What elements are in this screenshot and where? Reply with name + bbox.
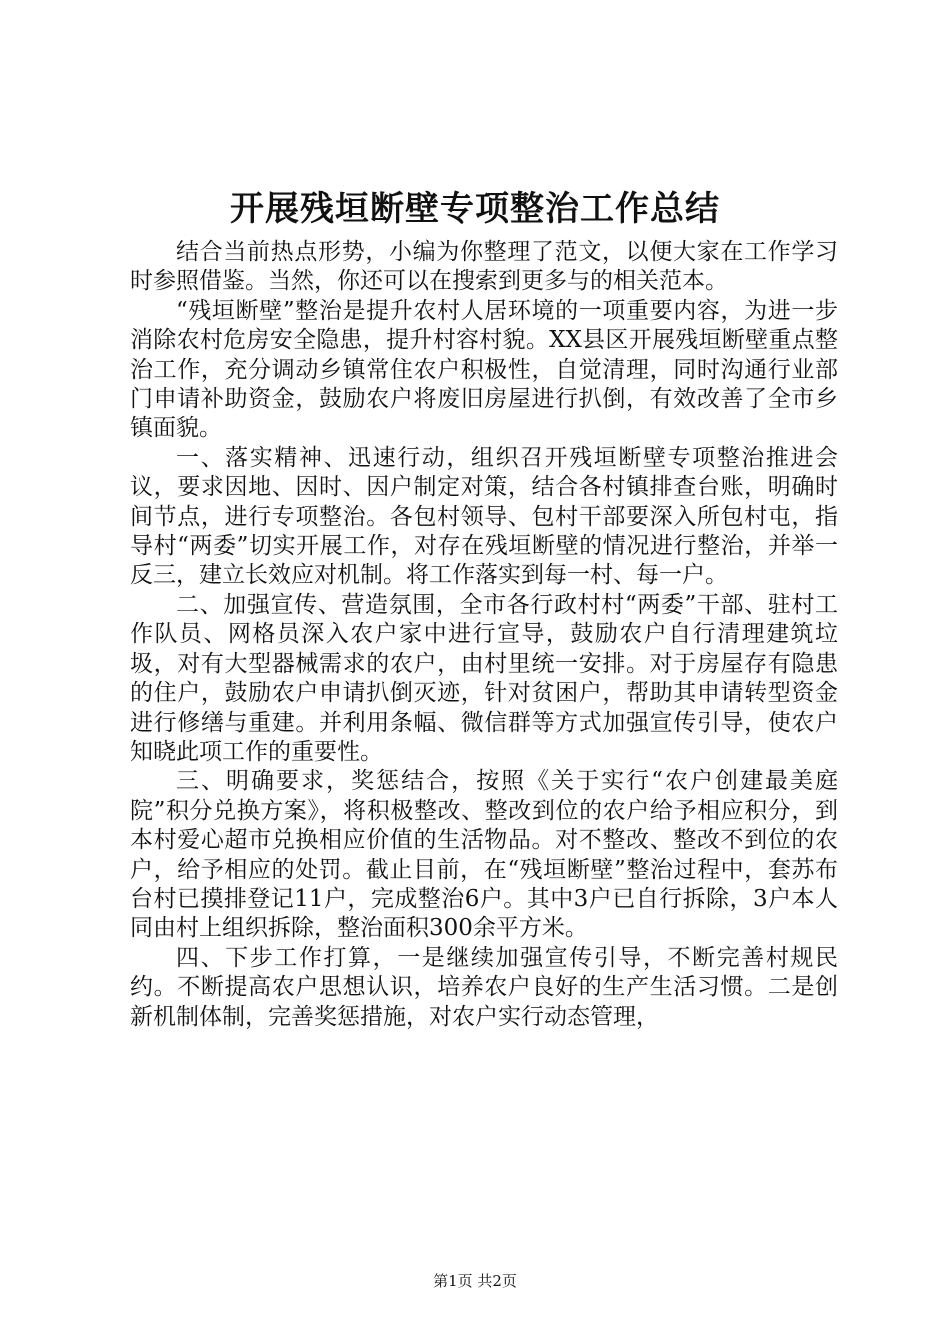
paragraph-section-2: 二、加强宣传、营造氛围，全市各行政村村“两委”干部、驻村工作队员、网格员深入农户家中进行宣导，鼓励农户自行清理建筑垃圾，对有大型器械需求的农户，由村里统一安排。对于房屋存有隐患的住户，鼓励农户申请扒倒灭迹，针对贫困户，帮助其申请转型资金进行修缮与重建。并利用条幅、微信群等方式加强宣传引导，使农户知晓此项工作的重要性。 <box>130 591 838 765</box>
paragraph-intro: 结合当前热点形势，小编为你整理了范文，以便大家在工作学习时参照借鉴。当然，你还可以在搜索到更多与的相关范本。 <box>130 239 838 295</box>
paragraph-background: “残垣断壁”整治是提升农村人居环境的一项重要内容，为进一步消除农村危房安全隐患，提升村容村貌。XX县区开展残垣断壁重点整治工作，充分调动乡镇常住农户积极性，自觉清理，同时沟通行业部门申请补助资金，鼓励农户将废旧房屋进行扒倒，有效改善了全市乡镇面貌。 <box>130 297 838 442</box>
paragraph-section-3: 三、明确要求，奖惩结合，按照《关于实行“农户创建最美庭院”积分兑换方案》，将积极整改、整改到位的农户给予相应积分，到本村爱心超市兑换相应价值的生活物品。对不整改、整改不到位的农户，给予相应的处罚。截止目前，在“残垣断壁”整治过程中，套苏布台村已摸排登记11户，完成整治6户。其中3户已自行拆除，3户本人同由村上组织拆除，整治面积300余平方米。 <box>130 768 838 942</box>
document-body <box>130 238 838 1032</box>
page-number-footer: 第1页 共2页 <box>433 1272 517 1290</box>
paragraph-section-1: 一、落实精神、迅速行动，组织召开残垣断壁专项整治推进会议，要求因地、因时、因户制定对策，结合各村镇排查台账，明确时间节点，进行专项整治。各包村领导、包村干部要深入所包村屯，指导村“两委”切实开展工作，对存在残垣断壁的情况进行整治，并举一反三，建立长效应对机制。将工作落实到每一村、每一户。 <box>130 444 838 589</box>
paragraph-section-4: 四、下步工作打算，一是继续加强宣传引导，不断完善村规民约。不断提高农户思想认识，培养农户良好的生产生活习惯。二是创新机制体制，完善奖惩措施，对农户实行动态管理， <box>130 944 838 1030</box>
document-title: 开展残垣断壁专项整治工作总结 <box>230 189 720 229</box>
